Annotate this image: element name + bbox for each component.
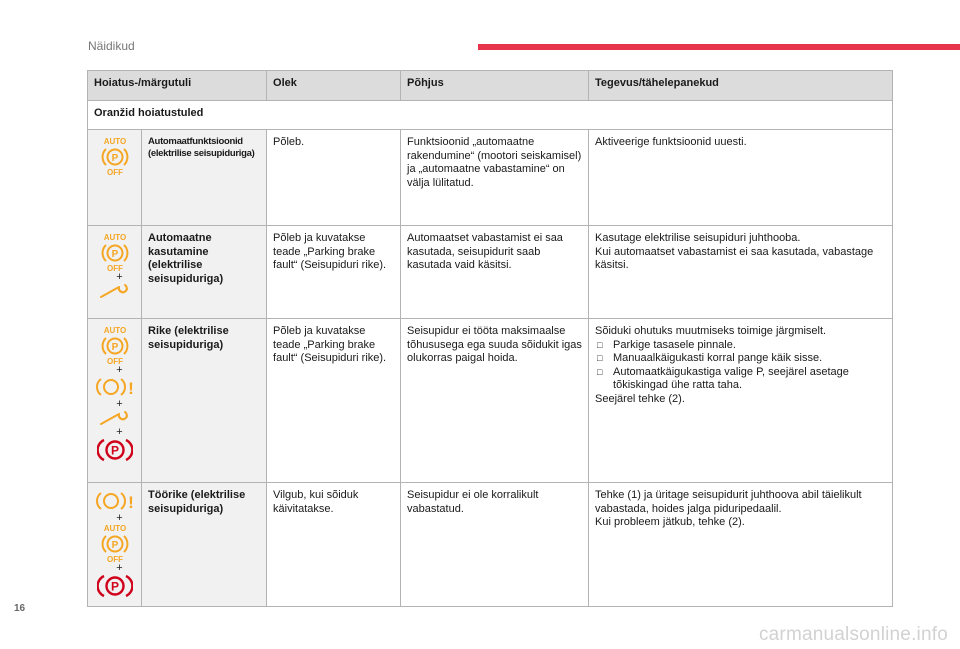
auto-off-park-icon — [97, 136, 133, 176]
page-number: 16 — [14, 603, 26, 614]
light-actions — [589, 226, 893, 319]
table-header-row — [88, 71, 893, 101]
light-name: Töörike (elektrilise seisupiduriga) — [142, 483, 267, 607]
light-actions — [589, 319, 893, 483]
light-cause: Funktsioonid „automaatne rakendumine“ (mootori seiskamisel) ja „automaatne vabastamine“ on välja lülitatud. — [401, 130, 589, 226]
auto-off-park-icon — [97, 325, 133, 365]
column-header-cause: Põhjus — [401, 71, 589, 101]
warning-lights-table — [87, 70, 893, 607]
light-actions — [589, 130, 893, 226]
svg-text:OFF: OFF — [106, 168, 123, 176]
svg-text:P: P — [110, 443, 119, 458]
icon-cell — [88, 130, 142, 226]
table-row — [88, 226, 893, 319]
svg-text:P: P — [111, 342, 118, 353]
plus-sign: + — [116, 512, 123, 524]
action-outro: Seejärel tehke (2). — [595, 392, 685, 405]
svg-text:P: P — [110, 579, 119, 594]
light-status: Põleb ja kuvatakse teade „Parking brake fault“ (Seisupiduri rike). — [267, 319, 401, 483]
section-title: Näidikud — [88, 39, 135, 53]
svg-text:P: P — [111, 153, 118, 164]
light-name: Rike (elektrilise seisupiduriga) — [142, 319, 267, 483]
light-status: Põleb ja kuvatakse teade „Parking brake fault“ (Seisupiduri rike). — [267, 226, 401, 319]
svg-text:P: P — [111, 540, 118, 551]
svg-text:AUTO: AUTO — [103, 137, 126, 146]
action-line: Kui automaatset vabastamist ei saa kasutada, vabastage käsitsi. — [595, 245, 874, 271]
column-header-status: Olek — [267, 71, 401, 101]
svg-text:OFF: OFF — [106, 264, 123, 272]
header-accent-bar — [478, 44, 960, 50]
brake-warning-icon — [95, 489, 135, 513]
icon-cell — [88, 319, 142, 483]
svg-text:OFF: OFF — [106, 357, 123, 365]
light-cause: Automaatset vabastamist ei saa kasutada, seisupidurit saab kasutada vaid käsitsi. — [401, 226, 589, 319]
action-bullet: □ Parkige tasasele pinnale. — [595, 339, 886, 353]
icon-cell — [88, 483, 142, 607]
table-row — [88, 130, 893, 226]
svg-text:P: P — [111, 249, 118, 260]
action-line: Kui probleem jätkub, tehke (2). — [595, 516, 745, 528]
action-line: Tehke (1) ja üritage seisupidurit juhthoova abil täielikult vabastada, hoides jalga piduripedaalil. — [595, 489, 862, 515]
parking-brake-red-icon — [97, 437, 133, 463]
section-heading: Oranžid hoiatustuled — [88, 101, 893, 130]
wrench-icon — [97, 282, 133, 300]
plus-sign: + — [116, 562, 123, 574]
svg-text:OFF: OFF — [106, 555, 123, 563]
svg-text:!: ! — [127, 379, 134, 398]
svg-text:AUTO: AUTO — [103, 524, 126, 533]
wrench-icon — [97, 409, 133, 427]
svg-text:AUTO: AUTO — [103, 233, 126, 242]
light-status: Põleb. — [267, 130, 401, 226]
action-line: Kasutage elektrilise seisupiduri juhthooba. — [595, 232, 801, 244]
light-status: Vilgub, kui sõiduk käivitatakse. — [267, 483, 401, 607]
light-name: Automaatfunktsioonid (elektrilise seisupiduriga) — [142, 130, 267, 226]
column-header-light: Hoiatus-/märgutuli — [88, 71, 267, 101]
watermark: carmanualsonline.info — [758, 624, 948, 645]
plus-sign: + — [116, 271, 123, 283]
table-row — [88, 483, 893, 607]
action-bullet: □ Automaatkäigukastiga valige P, seejärel asetage tõkiskingad ühe ratta taha. — [595, 366, 886, 393]
light-name: Automaatne kasutamine (elektrilise seisupiduriga) — [142, 226, 267, 319]
parking-brake-red-icon — [97, 573, 133, 599]
plus-sign: + — [116, 364, 123, 376]
light-actions — [589, 483, 893, 607]
plus-sign: + — [116, 426, 123, 438]
action-line: Aktiveerige funktsioonid uuesti. — [595, 136, 747, 148]
brake-warning-icon — [95, 375, 135, 399]
plus-sign: + — [116, 398, 123, 410]
light-cause: Seisupidur ei tööta maksimaalse tõhususega ega suuda sõidukit igas olukorras paigal hoida. — [401, 319, 589, 483]
auto-off-park-icon — [97, 232, 133, 272]
table-row — [88, 319, 893, 483]
column-header-actions: Tegevus/tähelepanekud — [589, 71, 893, 101]
light-cause: Seisupidur ei ole korralikult vabastatud. — [401, 483, 589, 607]
auto-off-park-icon — [97, 523, 133, 563]
icon-cell — [88, 226, 142, 319]
section-row — [88, 101, 893, 130]
action-bullet: □ Manuaalkäigukasti korral pange käik sisse. — [595, 352, 886, 366]
action-intro: Sõiduki ohutuks muutmiseks toimige järgmiselt. — [595, 325, 827, 337]
svg-text:AUTO: AUTO — [103, 326, 126, 335]
svg-text:!: ! — [127, 493, 134, 512]
